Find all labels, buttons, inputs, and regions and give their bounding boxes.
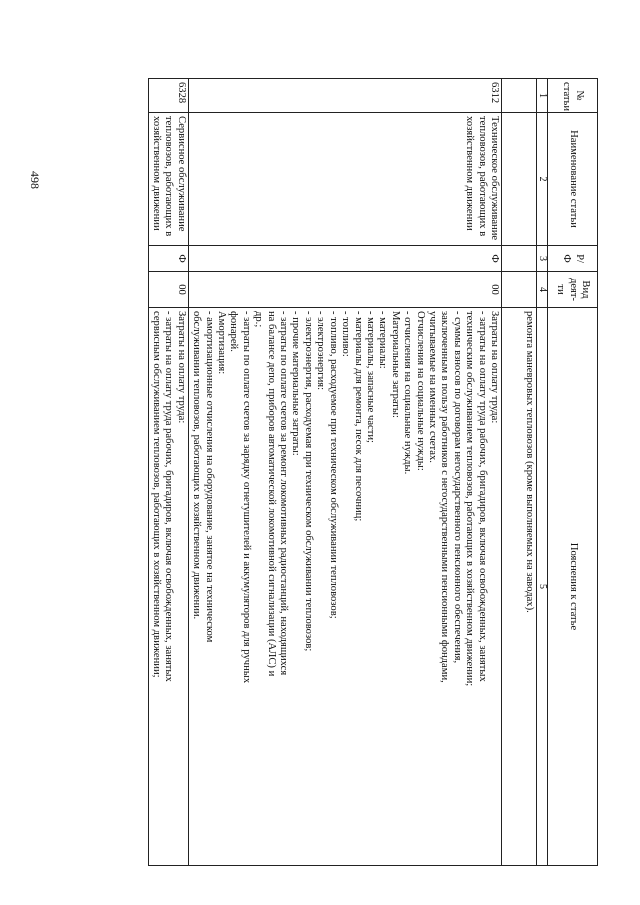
table-row [148, 79, 188, 866]
header-article-number: № статьи [548, 79, 598, 113]
explanation-line: техническим обслуживанием тепловозов, работающих в хозяйственном движении; [464, 311, 476, 687]
column-number: 4 [537, 272, 548, 308]
articles-table [148, 78, 598, 866]
column-number-row [537, 79, 548, 866]
explanation-line: - электроэнергия: [315, 311, 327, 391]
explanation-line: - затраты по оплате счетов за ремонт локомотивных радиостанций, находящихся [278, 311, 290, 676]
header-explanation: Пояснения к статье [548, 308, 598, 866]
explanation-cell [148, 308, 188, 866]
explanation-line: на балансе депо, приборов автоматической локомотивной сигнализации (АЛС) и [265, 311, 277, 677]
explanation-line: - затраты на оплату труда рабочих, бригадиров, включая освобожденных, занятых [476, 311, 488, 682]
explanation-line: - суммы взносов по договорам негосударственного пенсионного обеспечения, [451, 311, 463, 664]
explanation-line: Отчисления на социальные нужды: [414, 311, 426, 471]
explanation-line: Затраты на оплату труда: [489, 311, 500, 424]
explanation-line: - электроэнергия, расходуемая при техническом обслуживании тепловозов; [302, 311, 314, 652]
column-number: 3 [537, 246, 548, 272]
activity-cell: 00 [148, 272, 188, 308]
explanation-line: - материалы: [377, 311, 389, 369]
explanation-line: - затраты по оплате счетов за зарядку огнетушителей и аккумуляторов для ручных [240, 311, 252, 684]
column-number: 2 [537, 113, 548, 246]
explanation-line: - топливо, расходуемое при техническом обслуживании тепловозов; [327, 311, 339, 619]
table-header-row [548, 79, 598, 866]
column-number: 5 [537, 308, 548, 866]
article-number-cell: 6328 [148, 79, 188, 113]
explanation-line: Амортизация: [216, 311, 228, 375]
explanation-line: заключенным в пользу работников с негосударственными пенсионными фондами, [439, 311, 451, 683]
explanation-line: Материальные затраты: [389, 311, 401, 418]
explanation-line: - отчисления на социальные нужды. [402, 311, 414, 475]
activity-cell: 00 [188, 272, 501, 308]
explanation-cell: ремонта маневровых тепловозов (кроме выполняемых на заводах). [502, 308, 537, 866]
explanation-line: сервисным обслуживанием тепловозов, работающих в хозяйственном движении; [151, 311, 163, 678]
explanation-line: др.; [253, 311, 265, 328]
explanation-line: фонарей. [228, 311, 240, 352]
article-name-cell: Техническое обслуживание тепловозов, работающих в хозяйственном движении [188, 113, 501, 246]
explanation-line: Затраты на оплату труда: [175, 311, 187, 424]
rf-cell: Ф [188, 246, 501, 272]
column-number: 1 [537, 79, 548, 113]
rf-cell: Ф [148, 246, 188, 272]
explanation-line: - прочие материальные затраты: [290, 311, 302, 456]
rotated-table-sheet [115, 78, 598, 865]
header-activity-type: Вид деят-ти [548, 272, 598, 308]
explanation-line: - топливо: [340, 311, 352, 357]
explanation-line: - амортизационные отчисления на оборудование, занятое на техническом [203, 311, 215, 643]
table-row [188, 79, 501, 866]
explanation-line: - материалы, запасные части; [364, 311, 376, 443]
explanation-cell [188, 308, 501, 866]
explanation-line: - материалы для ремонта, песок для песочниц; [352, 311, 364, 522]
article-number-cell: 6312 [188, 79, 501, 113]
article-name-cell: Сервисное обслуживание тепловозов, работающих в хозяйственном движении [148, 113, 188, 246]
table-row-continued [502, 79, 537, 866]
explanation-line: учитываемые на именных счетах. [426, 311, 438, 463]
header-rf: Р/ Ф [548, 246, 598, 272]
explanation-line: обслуживании тепловозов, работающих в хозяйственном движении. [191, 311, 203, 620]
header-article-name: Наименование статьи [548, 113, 598, 246]
page-number: 498 [28, 171, 42, 189]
explanation-line: - затраты на оплату труда рабочих, бригадиров, включая освобожденных, занятых [163, 311, 175, 682]
